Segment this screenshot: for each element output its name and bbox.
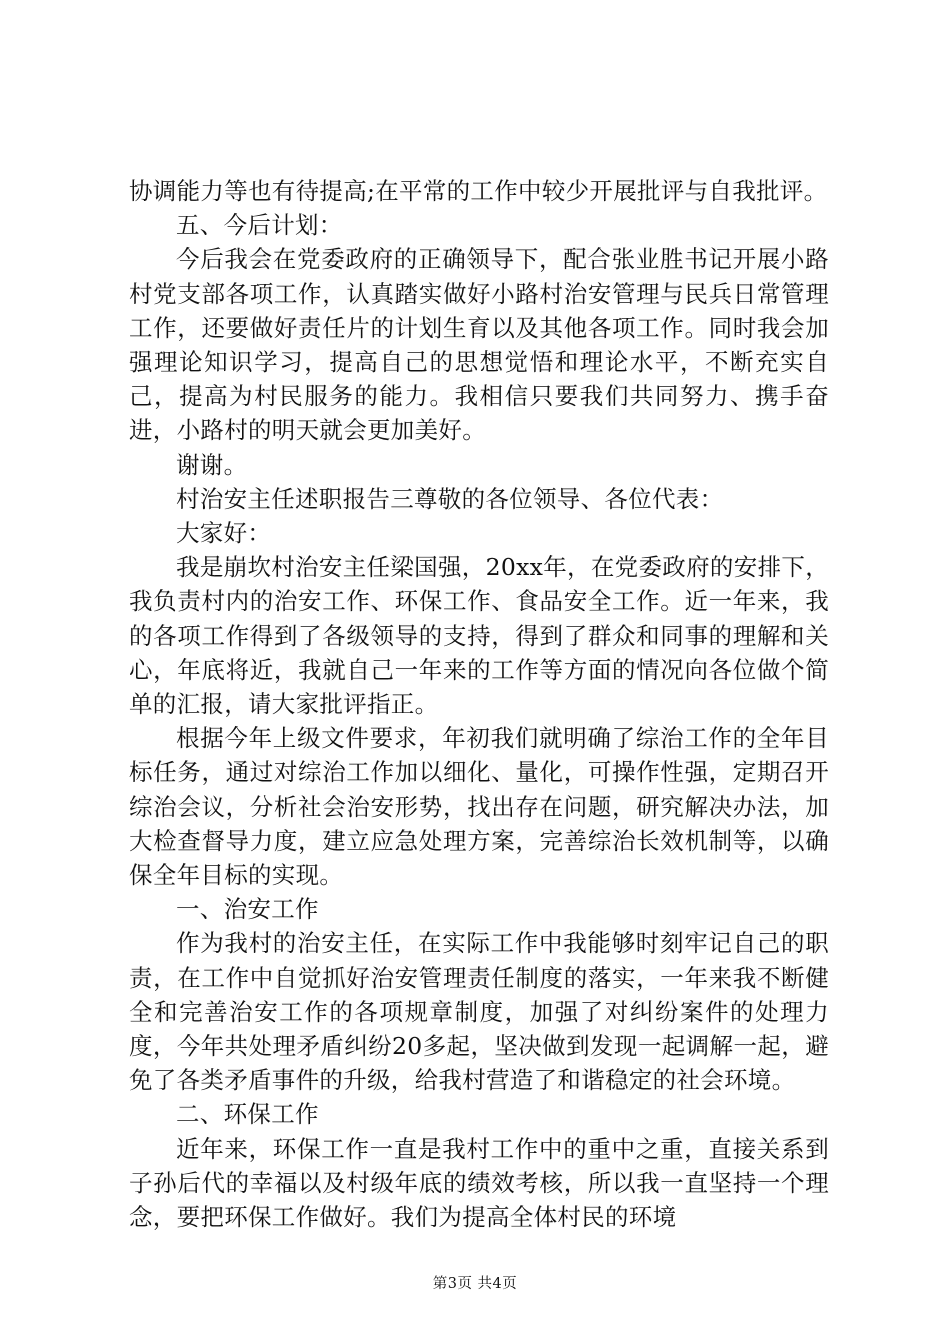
- paragraph-hello: 大家好：: [176, 519, 272, 548]
- paragraph-security-work: 作为我村的治安主任，在实际工作中我能够时刻牢记自己的职责，在工作中自觉抓好治安管理责任制度的落实，一年来我不断健全和完善治安工作的各项规章制度，加强了对纠纷案件的处理力度，今年共处理矛盾纠纷20多起，坚决做到发现一起调解一起，避免了各类矛盾事件的升级，给我村营造了和谐稳定的社会环境。: [129, 929, 829, 1095]
- document-body: [129, 174, 829, 1234]
- report-title-greeting: 村治安主任述职报告三尊敬的各位领导、各位代表：: [176, 484, 724, 513]
- heading-environment-work: 二、环保工作: [176, 1100, 319, 1129]
- paragraph-future-plan: 今后我会在党委政府的正确领导下，配合张业胜书记开展小路村党支部各项工作，认真踏实做好小路村治安管理与民兵日常管理工作，还要做好责任片的计划生育以及其他各项工作。同时我会加强理论知识学习，提高自己的思想觉悟和理论水平，不断充实自己，提高为村民服务的能力。我相信只要我们共同努力、携手奋进，小路村的明天就会更加美好。: [129, 245, 829, 445]
- heading-security-work: 一、治安工作: [176, 895, 319, 924]
- heading-future-plan: 五、今后计划：: [176, 211, 343, 240]
- paragraph-environment-work: 近年来，环保工作一直是我村工作中的重中之重，直接关系到子孙后代的幸福以及村级年底的绩效考核，所以我一直坚持一个理念，要把环保工作做好。我们为提高全体村民的环境: [129, 1134, 829, 1232]
- paragraph-thanks: 谢谢。: [176, 450, 248, 479]
- paragraph-annual-goals: 根据今年上级文件要求，年初我们就明确了综治工作的全年目标任务，通过对综治工作加以细化、量化，可操作性强，定期召开综治会议，分析社会治安形势，找出存在问题，研究解决办法，加大检查督导力度，建立应急处理方案，完善综治长效机制等，以确保全年目标的实现。: [129, 724, 829, 890]
- page-number-footer: 第3页 共4页: [432, 1276, 518, 1292]
- paragraph-introduction: 我是崩坎村治安主任梁国强，20xx年，在党委政府的安排下，我负责村内的治安工作、环保工作、食品安全工作。近一年来，我的各项工作得到了各级领导的支持，得到了群众和同事的理解和关心，年底将近，我就自己一年来的工作等方面的情况向各位做个简单的汇报，请大家批评指正。: [129, 553, 829, 719]
- paragraph-continuation: 协调能力等也有待提高;在平常的工作中较少开展批评与自我批评。: [129, 177, 828, 205]
